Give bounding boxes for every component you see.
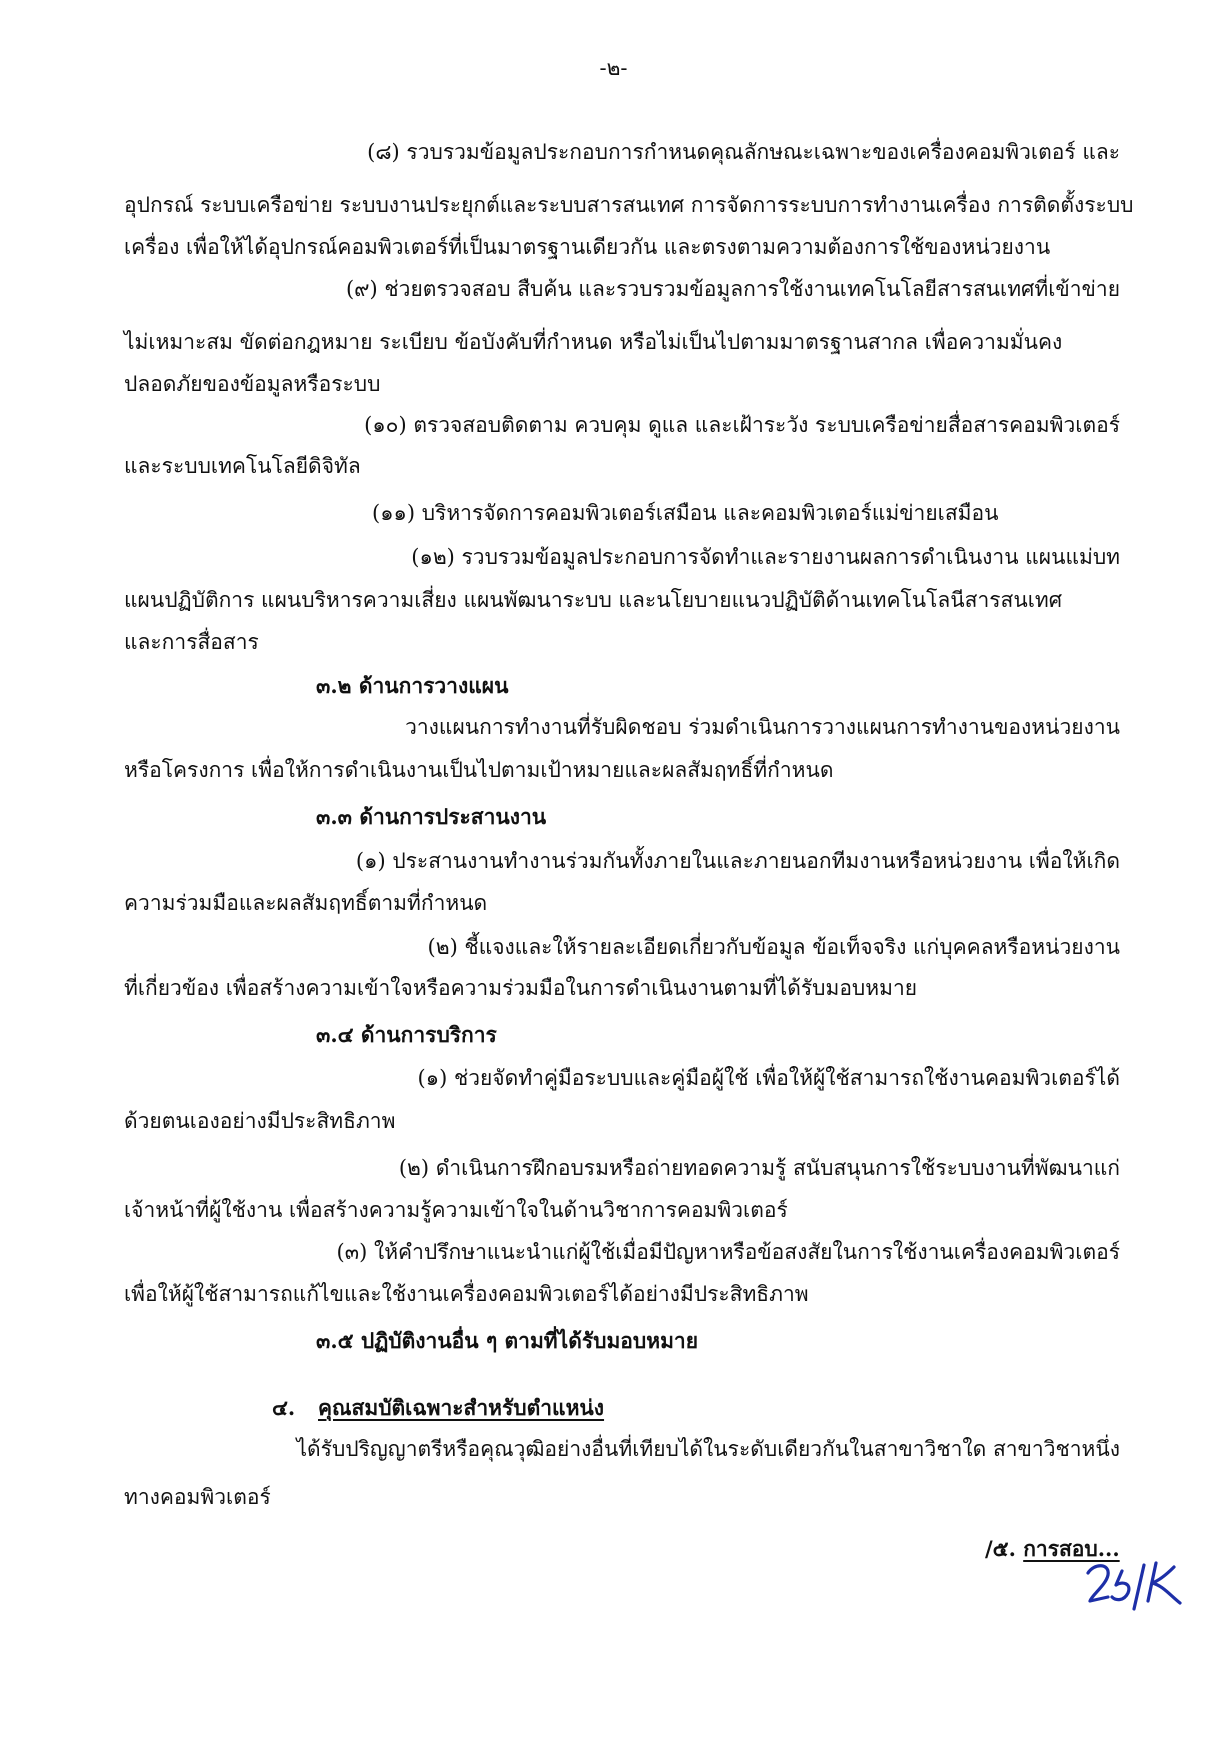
section-3-2-line-1: วางแผนการทำงานที่รับผิดชอบ ร่วมดำเนินการวางแผนการทำงานของหน่วยงาน — [405, 715, 1120, 739]
section-3-3-item-2-line-2: ที่เกี่ยวข้อง เพื่อสร้างความเข้าใจหรือความร่วมมือในการดำเนินงานตามที่ได้รับมอบหมาย — [124, 976, 918, 1000]
section-3-4-item-2-line-1: (๒) ดำเนินการฝึกอบรมหรือถ่ายทอดความรู้ สนับสนุนการใช้ระบบงานที่พัฒนาแก่ — [398, 1156, 1120, 1180]
section-3-3-item-1-line-1: (๑) ประสานงานทำงานร่วมกันทั้งภายในและภายนอกทีมงานหรือหน่วยงาน เพื่อให้เกิด — [355, 849, 1120, 873]
continuation-prefix: /๕. — [985, 1536, 1016, 1561]
item-8-line-3: เครื่อง เพื่อให้ได้อุปกรณ์คอมพิวเตอร์ที่เป็นมาตรฐานเดียวกัน และตรงตามความต้องการใช้ของหน่วยงาน — [124, 235, 1051, 259]
item-12-line-3: และการสื่อสาร — [124, 630, 259, 654]
continuation-title: การสอบ... — [1023, 1536, 1120, 1561]
section-4-number: ๔. — [272, 1395, 296, 1420]
section-3-4-item-3-line-2: เพื่อให้ผู้ใช้สามารถแก้ไขและใช้งานเครื่องคอมพิวเตอร์ได้อย่างมีประสิทธิภาพ — [124, 1282, 809, 1306]
section-3-2-heading: ๓.๒ ด้านการวางแผน — [316, 673, 509, 698]
section-3-4-heading: ๓.๔ ด้านการบริการ — [316, 1022, 497, 1047]
section-3-3-item-2-line-1: (๒) ชี้แจงและให้รายละเอียดเกี่ยวกับข้อมูล ข้อเท็จจริง แก่บุคคลหรือหน่วยงาน — [427, 935, 1120, 959]
page-number: -๒- — [599, 56, 628, 80]
section-3-4-item-2-line-2: เจ้าหน้าที่ผู้ใช้งาน เพื่อสร้างความรู้ความเข้าใจในด้านวิชาการคอมพิวเตอร์ — [124, 1198, 788, 1222]
handwritten-signature — [1082, 1555, 1192, 1613]
item-9-line-3: ปลอดภัยของข้อมูลหรือระบบ — [124, 372, 381, 396]
section-4-line-2: ทางคอมพิวเตอร์ — [124, 1485, 271, 1509]
item-9-line-2: ไม่เหมาะสม ขัดต่อกฎหมาย ระเบียบ ข้อบังคับที่กำหนด หรือไม่เป็นไปตามมาตรฐานสากล เพื่อความมั่นคง — [124, 330, 1063, 354]
section-3-3-heading: ๓.๓ ด้านการประสานงาน — [316, 804, 547, 829]
item-10-line-1: (๑๐) ตรวจสอบติดตาม ควบคุม ดูแล และเฝ้าระวัง ระบบเครือข่ายสื่อสารคอมพิวเตอร์ — [364, 413, 1120, 437]
item-11-line-1: (๑๑) บริหารจัดการคอมพิวเตอร์เสมือน และคอมพิวเตอร์แม่ข่ายเสมือน — [372, 501, 999, 525]
item-8-line-1: (๘) รวบรวมข้อมูลประกอบการกำหนดคุณลักษณะเฉพาะของเครื่องคอมพิวเตอร์ และ — [367, 140, 1120, 164]
item-12-line-2: แผนปฏิบัติการ แผนบริหารความเสี่ยง แผนพัฒนาระบบ และนโยบายแนวปฏิบัติด้านเทคโนโลนีสารสนเทศ — [124, 588, 1063, 612]
item-10-line-2: และระบบเทคโนโลยีดิจิทัล — [124, 454, 361, 478]
section-3-4-item-1-line-2: ด้วยตนเองอย่างมีประสิทธิภาพ — [124, 1109, 396, 1133]
item-12-line-1: (๑๒) รวบรวมข้อมูลประกอบการจัดทำและรายงานผลการดำเนินงาน แผนแม่บท — [411, 545, 1120, 569]
section-3-4-item-3-line-1: (๓) ให้คำปรึกษาแนะนำแก่ผู้ใช้เมื่อมีปัญหาหรือข้อสงสัยในการใช้งานเครื่องคอมพิวเตอร์ — [336, 1240, 1120, 1264]
section-3-5-heading: ๓.๕ ปฏิบัติงานอื่น ๆ ตามที่ได้รับมอบหมาย — [316, 1328, 699, 1353]
section-3-2-line-2: หรือโครงการ เพื่อให้การดำเนินงานเป็นไปตามเป้าหมายและผลสัมฤทธิ์ที่กำหนด — [124, 758, 834, 782]
section-3-3-item-1-line-2: ความร่วมมือและผลสัมฤทธิ์ตามที่กำหนด — [124, 891, 488, 915]
item-9-line-1: (๙) ช่วยตรวจสอบ สืบค้น และรวบรวมข้อมูลการใช้งานเทคโนโลยีสารสนเทศที่เข้าข่าย — [345, 277, 1120, 301]
section-3-4-item-1-line-1: (๑) ช่วยจัดทำคู่มือระบบและคู่มือผู้ใช้ เพื่อให้ผู้ใช้สามารถใช้งานคอมพิวเตอร์ได้ — [417, 1066, 1120, 1090]
section-4-heading: คุณสมบัติเฉพาะสำหรับตำแหน่ง — [318, 1395, 605, 1420]
section-4-line-1: ได้รับปริญญาตรีหรือคุณวุฒิอย่างอื่นที่เทียบได้ในระดับเดียวกันในสาขาวิชาใด สาขาวิชาหนึ่ง — [296, 1437, 1120, 1461]
item-8-line-2: อุปกรณ์ ระบบเครือข่าย ระบบงานประยุกต์และระบบสารสนเทศ การจัดการระบบการทำงานเครื่อง การติดตั้งระบบ — [124, 193, 1134, 217]
